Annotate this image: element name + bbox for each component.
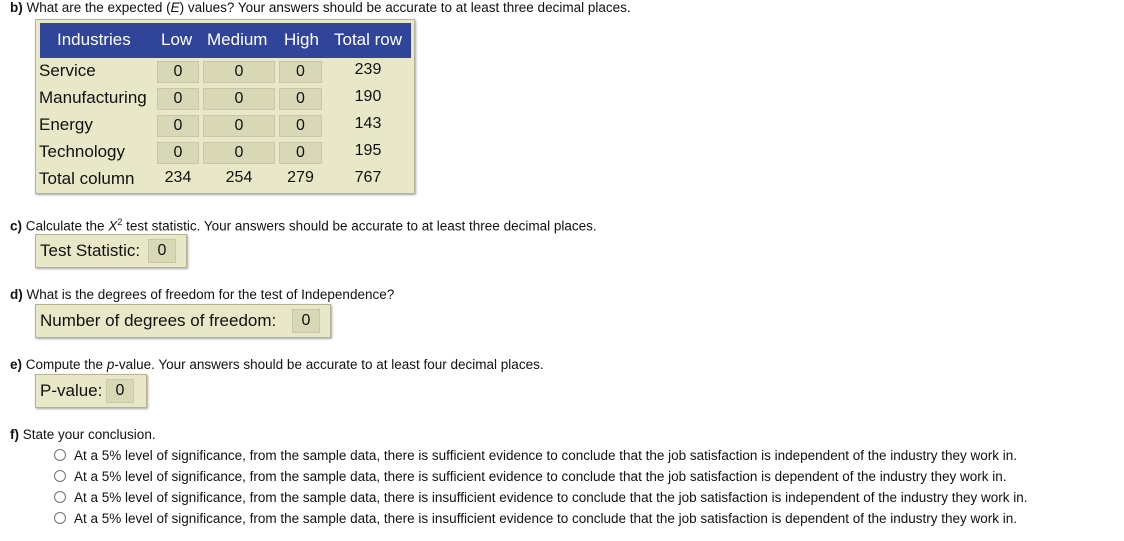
header-industries: Industries <box>57 30 131 49</box>
chi-symbol: X <box>108 218 118 234</box>
option-label: At a 5% level of significance, from the sample data, there is insufficient evidence to conclude that the job satisfaction is dependent of the industry they work in. <box>74 511 1018 526</box>
total-medium: 254 <box>225 169 253 186</box>
cell-energy-total: 143 <box>354 115 382 132</box>
radio-button[interactable] <box>54 449 66 461</box>
question-e-text-end: -value. Your answers should be accurate to at least four decimal places. <box>114 357 544 372</box>
cell-manufacturing-high[interactable]: 0 <box>279 88 322 110</box>
cell-technology-high[interactable]: 0 <box>279 142 322 164</box>
cell-technology-total: 195 <box>354 142 382 159</box>
cell-service-total: 239 <box>354 61 382 78</box>
question-e-text: Compute the <box>22 357 107 372</box>
question-b <box>10 0 631 15</box>
cell-service-high[interactable]: 0 <box>279 61 322 83</box>
cell-service-medium[interactable]: 0 <box>203 61 275 83</box>
test-statistic-box <box>35 234 187 268</box>
total-high: 279 <box>287 169 314 186</box>
cell-manufacturing-medium[interactable]: 0 <box>203 88 275 110</box>
question-c-text-end: test statistic. Your answers should be accurate to at least three decimal places. <box>122 218 597 234</box>
question-f-text: State your conclusion. <box>19 427 156 442</box>
cell-manufacturing-total: 190 <box>354 88 382 105</box>
option-label: At a 5% level of significance, from the sample data, there is insufficient evidence to conclude that the job satisfaction is independent of the industry they work in. <box>74 490 1028 505</box>
question-b-italic: E <box>170 0 180 15</box>
header-total-row: Total row <box>334 30 403 49</box>
total-low: 234 <box>164 169 192 186</box>
table-header <box>40 23 411 58</box>
option-label: At a 5% level of significance, from the sample data, there is sufficient evidence to conclude that the job satisfaction is independent of the industry they work in. <box>74 448 1018 463</box>
test-statistic-input[interactable]: 0 <box>148 239 176 263</box>
row-label-energy: Energy <box>39 115 93 134</box>
radio-button[interactable] <box>54 491 66 503</box>
question-f-prefix: f) <box>10 427 19 442</box>
question-e <box>10 357 544 372</box>
question-c <box>10 217 597 234</box>
radio-button[interactable] <box>54 512 66 524</box>
question-d-prefix: d) <box>10 287 23 302</box>
option-label: At a 5% level of significance, from the sample data, there is sufficient evidence to conclude that the job satisfaction is dependent of the industry they work in. <box>74 469 1007 484</box>
question-c-text: Calculate the <box>22 218 109 234</box>
test-statistic-label: Test Statistic: <box>40 241 141 260</box>
chi-superscript: 2 <box>117 217 123 227</box>
p-value-box <box>35 374 147 408</box>
cell-energy-high[interactable]: 0 <box>279 115 322 137</box>
question-f <box>10 427 156 442</box>
question-e-prefix: e) <box>10 357 23 372</box>
question-d-text: What is the degrees of freedom for the test of Independence? <box>22 287 395 302</box>
question-d <box>10 287 394 302</box>
header-high: High <box>284 30 319 49</box>
cell-manufacturing-low[interactable]: 0 <box>157 88 199 110</box>
radio-button[interactable] <box>54 470 66 482</box>
row-label-service: Service <box>39 61 96 80</box>
p-value-input[interactable]: 0 <box>106 379 134 403</box>
cell-technology-medium[interactable]: 0 <box>203 142 275 164</box>
p-value-label: P-value: <box>40 381 103 400</box>
degrees-of-freedom-input[interactable]: 0 <box>292 309 320 333</box>
row-label-technology: Technology <box>39 142 126 161</box>
question-e-italic: p <box>106 357 115 372</box>
row-label-total-column: Total column <box>39 169 135 188</box>
total-grand: 767 <box>354 169 382 186</box>
header-low: Low <box>161 30 193 49</box>
degrees-of-freedom-box <box>35 304 331 338</box>
row-label-manufacturing: Manufacturing <box>39 88 147 107</box>
cell-energy-low[interactable]: 0 <box>157 115 199 137</box>
question-b-text-end: ) values? Your answers should be accurate to at least three decimal places. <box>179 0 631 15</box>
cell-energy-medium[interactable]: 0 <box>203 115 275 137</box>
question-b-text: What are the expected ( <box>22 0 171 15</box>
cell-technology-low[interactable]: 0 <box>157 142 199 164</box>
header-medium: Medium <box>207 30 268 49</box>
expected-values-table <box>35 19 415 194</box>
question-b-prefix: b) <box>10 0 23 15</box>
degrees-of-freedom-label: Number of degrees of freedom: <box>40 311 277 330</box>
question-c-prefix: c) <box>10 218 23 234</box>
cell-service-low[interactable]: 0 <box>157 61 199 83</box>
